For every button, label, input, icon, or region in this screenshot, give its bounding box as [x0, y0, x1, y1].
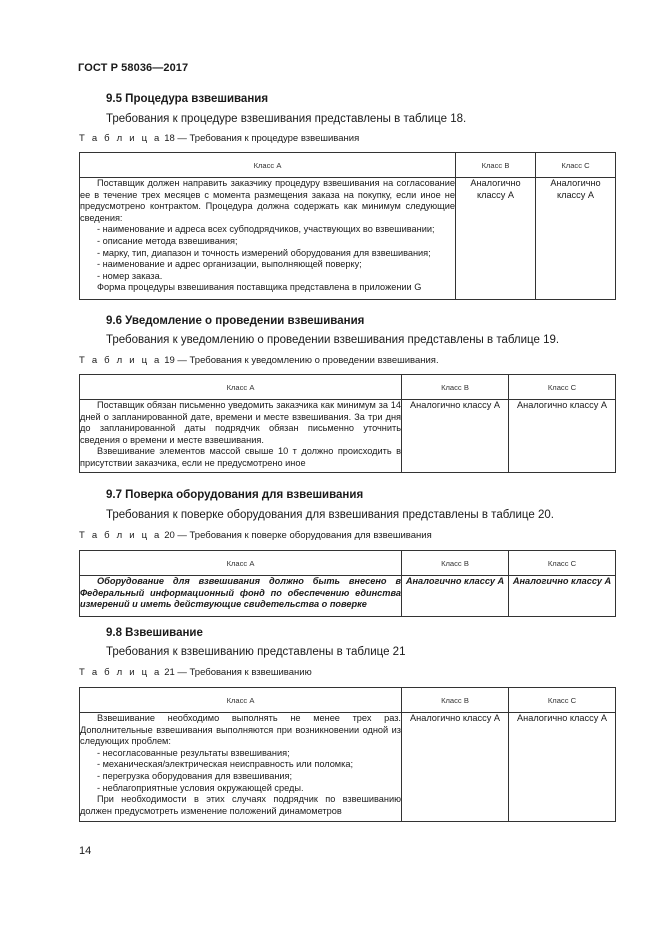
table-caption-text: 21 — Требования к взвешиванию — [164, 667, 312, 678]
table-caption-19 — [79, 355, 439, 366]
list-item: - марку, тип, диапазон и точность измерений оборудования для взвешивания; — [97, 247, 431, 258]
cell-class-a — [80, 713, 402, 822]
header-class-a: Класс А — [80, 375, 402, 400]
list-item: - номер заказа. — [97, 270, 163, 281]
section-intro-9-5: Требования к процедуре взвешивания представлены в таблице 18. — [106, 113, 467, 125]
table-caption-20 — [79, 530, 432, 541]
table-label: Т а б л и ц а — [79, 530, 162, 541]
header-class-b: Класс В — [402, 375, 509, 400]
cell-class-a — [80, 178, 456, 300]
header-class-a: Класс А — [80, 688, 402, 713]
document-code: ГОСТ Р 58036—2017 — [78, 62, 189, 74]
table-caption-text: 20 — Требования к поверке оборудования для взвешивания — [164, 530, 432, 541]
header-class-c: Класс С — [509, 551, 616, 576]
page-number: 14 — [79, 845, 92, 857]
table-label: Т а б л и ц а — [79, 133, 162, 144]
text-line: При необходимости в этих случаях подрядчик по взвешиванию должен предусмотреть изменение положений динамометров — [80, 794, 401, 816]
table-20 — [79, 550, 616, 617]
list-item: - перегрузка оборудования для взвешивания; — [97, 770, 293, 781]
table-18 — [79, 152, 616, 300]
text-line: Поставщик обязан письменно уведомить заказчика как минимум за 14 дней о запланированной дате, времени и месте взвешивания. За три дня до запланированной даты подрядчик обязан письменно уточнить сведения о времени и месте взвешивания. — [80, 400, 401, 445]
header-class-c: Класс С — [536, 153, 616, 178]
text-line: Взвешивание элементов массой свыше 10 т должно происходить в присутствии заказчика, если не предусмотрено иное — [80, 446, 401, 468]
list-item: - наименование и адреса всех субподрядчиков, участвующих во взвешивании; — [97, 224, 435, 235]
section-title-9-8: 9.8 Взвешивание — [106, 627, 203, 639]
header-class-b: Класс В — [456, 153, 536, 178]
table-label: Т а б л и ц а — [79, 355, 162, 366]
table-label: Т а б л и ц а — [79, 667, 162, 678]
cell-class-a — [80, 400, 402, 473]
text-line: Оборудование для взвешивания должно быть внесено в Федеральный информационный фонд по обеспечению единства измерений и иметь действующие свидетельства о поверке — [80, 576, 401, 610]
cell-class-b: Аналогично классу А — [402, 400, 509, 473]
header-class-b: Класс В — [402, 688, 509, 713]
section-intro-9-8: Требования к взвешиванию представлены в таблице 21 — [106, 646, 406, 658]
text-line: Поставщик должен направить заказчику процедуру взвешивания на согласование ее в течение трех месяцев с момента размещения заказа на покупку, если иное не предусмотрено контрактом. Процедура должна содержать как минимум следующие сведения: — [80, 178, 455, 223]
list-item: - описание метода взвешивания; — [97, 235, 238, 246]
table-caption-18 — [79, 133, 359, 144]
list-item: - наименование и адрес организации, выполняющей поверку; — [97, 259, 362, 270]
section-intro-9-7: Требования к поверке оборудования для взвешивания представлены в таблице 20. — [106, 509, 554, 521]
table-caption-text: 18 — Требования к процедуре взвешивания — [164, 133, 360, 144]
cell-class-b: Аналогично классу А — [402, 713, 509, 822]
section-title-9-5: 9.5 Процедура взвешивания — [106, 93, 269, 105]
table-caption-text: 19 — Требования к уведомлению о проведении взвешивания. — [164, 355, 439, 366]
table-19 — [79, 374, 616, 473]
table-caption-21 — [79, 667, 312, 678]
list-item: - неблагоприятные условия окружающей среды. — [97, 782, 304, 793]
header-class-c: Класс С — [509, 375, 616, 400]
header-class-b: Класс В — [402, 551, 509, 576]
cell-class-c: Аналогично классу А — [509, 713, 616, 822]
cell-class-b: Аналогично классу А — [402, 576, 509, 617]
table-21 — [79, 687, 616, 822]
list-item: - механическая/электрическая неисправность или поломка; — [97, 759, 354, 770]
text-line: Взвешивание необходимо выполнять не менее трех раз. Дополнительные взвешивания выполняются при возникновении одной из следующих проблем: — [80, 713, 401, 747]
cell-class-b: Аналогично классу А — [456, 178, 536, 300]
header-class-a: Класс А — [80, 551, 402, 576]
cell-class-c: Аналогично классу А — [509, 576, 616, 617]
cell-class-a — [80, 576, 402, 617]
header-class-c: Класс С — [509, 688, 616, 713]
list-item: - несогласованные результаты взвешивания; — [97, 747, 290, 758]
section-title-9-7: 9.7 Поверка оборудования для взвешивания — [106, 489, 364, 501]
header-class-a: Класс А — [80, 153, 456, 178]
cell-class-c: Аналогично классу А — [536, 178, 616, 300]
text-line: Форма процедуры взвешивания поставщика представлена в приложении G — [97, 282, 422, 293]
section-intro-9-6: Требования к уведомлению о проведении взвешивания представлены в таблице 19. — [106, 334, 560, 346]
cell-class-c: Аналогично классу А — [509, 400, 616, 473]
section-title-9-6: 9.6 Уведомление о проведении взвешивания — [106, 315, 365, 327]
